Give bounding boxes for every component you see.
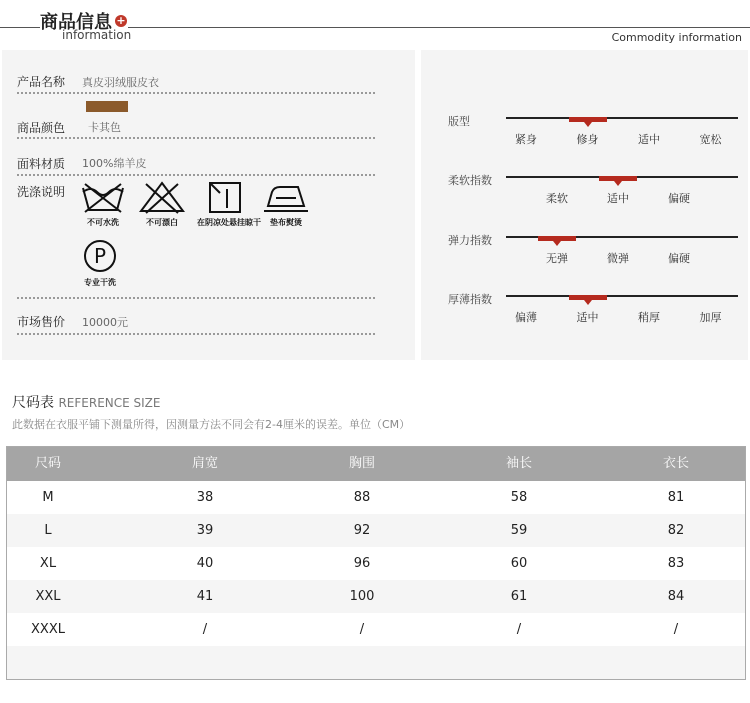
color-value: 卡其色: [88, 121, 121, 134]
table-cell: 88: [353, 490, 371, 505]
divider: [17, 92, 375, 94]
table-cell: /: [202, 622, 208, 637]
table-cell: 96: [353, 556, 371, 571]
table-cell: 41: [196, 589, 214, 604]
wash-label-text: 在阴凉处悬挂晾干: [197, 218, 261, 227]
section-title: 商品信息: [40, 12, 112, 33]
size-table: [6, 446, 746, 680]
header-rule: [128, 27, 750, 28]
table-header-cell: 衣长: [662, 456, 689, 471]
table-cell: 39: [196, 523, 214, 538]
index-option: 微弹: [607, 252, 629, 265]
plus-icon: +: [116, 14, 126, 27]
shade-hang-dry-icon: [201, 180, 249, 214]
dry-clean-symbol: P: [93, 244, 107, 268]
table-row: [7, 514, 745, 547]
wash-item: [197, 180, 261, 228]
price-value: 10000元: [82, 316, 128, 329]
table-cell: 59: [510, 523, 528, 538]
wash-label: 洗涤说明: [17, 185, 66, 199]
table-cell: 82: [667, 523, 685, 538]
divider: [17, 297, 375, 299]
table-cell: /: [673, 622, 679, 637]
divider: [17, 137, 375, 139]
index-option: 偏薄: [515, 311, 537, 324]
header-rule-left: [0, 27, 40, 28]
table-cell: 58: [510, 490, 528, 505]
table-row: [7, 613, 745, 646]
table-cell: 61: [510, 589, 528, 604]
section-subtitle: information: [62, 28, 132, 42]
table-header-cell: 袖长: [505, 456, 532, 471]
index-option: 无弹: [546, 252, 568, 265]
table-cell: 38: [196, 490, 214, 505]
table-cell: XL: [39, 556, 57, 571]
table-row: [7, 580, 745, 613]
table-header-cell: 胸围: [348, 456, 375, 471]
wash-item: [134, 180, 190, 228]
wash-item: [75, 180, 131, 228]
table-cell: XXXL: [31, 622, 65, 637]
index-marker: [538, 236, 576, 241]
table-cell: 81: [667, 490, 685, 505]
table-cell: 40: [196, 556, 214, 571]
index-option: 加厚: [699, 311, 722, 324]
index-label: 柔软指数: [448, 174, 492, 187]
index-option: 适中: [576, 311, 599, 324]
index-scale-line: [506, 117, 738, 119]
index-option: 适中: [607, 192, 629, 205]
name-label: 产品名称: [17, 75, 66, 89]
iron-with-cloth-icon: [262, 180, 310, 214]
color-swatch: [86, 101, 128, 112]
table-header-cell: 肩宽: [191, 456, 218, 471]
table-cell: 92: [353, 523, 371, 538]
table-cell: L: [44, 523, 52, 538]
size-note: 此数据在衣服平铺下测量所得，因测量方法不同会有2-4厘米的误差。单位（CM）: [12, 418, 411, 431]
header-right-caption: Commodity information: [611, 31, 742, 44]
index-option: 柔软: [546, 192, 568, 205]
table-cell: /: [516, 622, 522, 637]
index-option: 偏硬: [668, 252, 690, 265]
size-title-cn: 尺码表: [12, 395, 54, 411]
index-option: 适中: [638, 133, 660, 146]
divider: [17, 333, 375, 335]
index-marker: [599, 176, 637, 181]
index-option: 紧身: [515, 133, 537, 146]
wash-item: [72, 238, 128, 288]
table-cell: 83: [667, 556, 685, 571]
wash-label-text: 垫布熨烫: [270, 218, 302, 227]
index-option: 宽松: [699, 133, 722, 146]
index-marker: [569, 117, 607, 122]
color-label: 商品颜色: [17, 121, 66, 135]
size-table-title: [12, 392, 161, 412]
index-option: 偏硬: [668, 192, 690, 205]
size-title-en: REFERENCE SIZE: [58, 396, 161, 410]
index-label: 版型: [448, 115, 470, 128]
index-option: 修身: [576, 133, 599, 146]
index-label: 弹力指数: [448, 234, 492, 247]
table-cell: M: [42, 490, 54, 505]
index-marker: [569, 295, 607, 300]
index-scale-line: [506, 295, 738, 297]
table-cell: XXL: [35, 589, 61, 604]
no-bleach-icon: [138, 180, 186, 214]
table-row: [7, 481, 745, 514]
table-cell: 100: [349, 589, 375, 604]
professional-dry-clean-icon: [80, 238, 120, 274]
wash-label-text: 不可漂白: [146, 218, 178, 227]
table-cell: 84: [667, 589, 685, 604]
wash-label-text: 专业干洗: [84, 278, 116, 287]
divider: [17, 174, 375, 176]
table-filler-row: [7, 646, 745, 679]
price-label: 市场售价: [17, 315, 66, 329]
name-value: 真皮羽绒服皮衣: [82, 76, 159, 89]
wash-item: [258, 180, 314, 228]
table-header-cell: 尺码: [34, 456, 61, 471]
table-row: [7, 547, 745, 580]
table-cell: 60: [510, 556, 528, 571]
material-value: 100%绵羊皮: [82, 157, 147, 170]
no-water-wash-icon: [79, 180, 127, 214]
material-label: 面料材质: [17, 157, 66, 171]
table-header: [7, 447, 745, 481]
index-option: 稍厚: [638, 311, 660, 324]
table-cell: /: [359, 622, 365, 637]
index-label: 厚薄指数: [448, 293, 492, 306]
wash-label-text: 不可水洗: [87, 218, 119, 227]
